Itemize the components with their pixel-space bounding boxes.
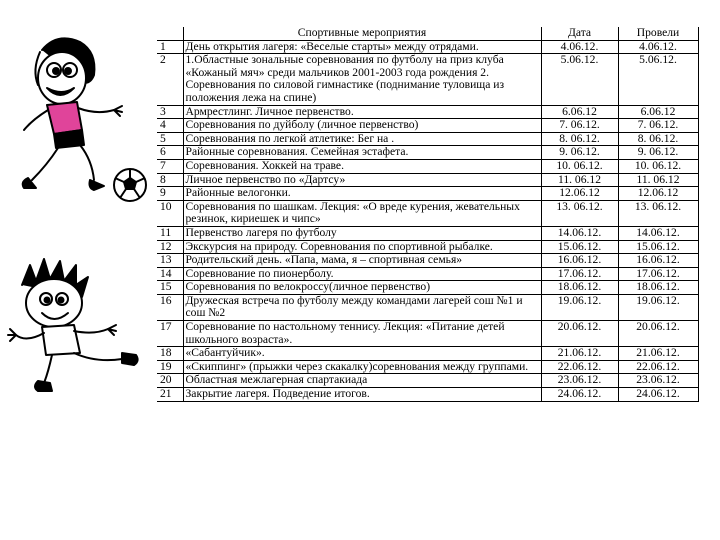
row-number: 14 (157, 267, 183, 281)
row-number: 16 (157, 294, 183, 320)
table-row (157, 347, 698, 361)
table-row (157, 267, 698, 281)
row-date: 5.06.12. (541, 54, 618, 105)
row-event: «Скиппинг» (прыжки через скакалку)соревнования между группами. (183, 360, 541, 374)
row-completed: 19.06.12. (618, 294, 698, 320)
row-event: Соревнование по настольному теннису. Лекция: «Питание детей школьного возраста». (183, 321, 541, 347)
row-number: 3 (157, 105, 183, 119)
girl-soccer-illustration (2, 30, 152, 205)
table-row (157, 159, 698, 173)
row-event: «Сабантуйчик». (183, 347, 541, 361)
row-date: 24.06.12. (541, 388, 618, 402)
row-event: Районные соревнования. Семейная эстафета. (183, 146, 541, 160)
row-completed: 21.06.12. (618, 347, 698, 361)
row-completed: 10. 06.12. (618, 159, 698, 173)
events-table (157, 27, 699, 402)
table-row (157, 294, 698, 320)
row-number: 5 (157, 132, 183, 146)
row-completed: 5.06.12. (618, 54, 698, 105)
row-number: 7 (157, 159, 183, 173)
table-row (157, 132, 698, 146)
row-event: Соревнование по пионерболу. (183, 267, 541, 281)
row-date: 11. 06.12 (541, 173, 618, 187)
row-event: Соревнования по легкой атлетике: Бег на . (183, 132, 541, 146)
row-date: 10. 06.12. (541, 159, 618, 173)
table-row (157, 200, 698, 226)
row-number: 6 (157, 146, 183, 160)
row-event: День открытия лагеря: «Веселые старты» между отрядами. (183, 40, 541, 54)
row-event: Соревнования по дуйболу (личное первенство) (183, 119, 541, 133)
row-number: 21 (157, 388, 183, 402)
row-date: 19.06.12. (541, 294, 618, 320)
row-completed: 11. 06.12 (618, 173, 698, 187)
table-row (157, 173, 698, 187)
row-number: 4 (157, 119, 183, 133)
table-row (157, 281, 698, 295)
row-number: 17 (157, 321, 183, 347)
row-date: 14.06.12. (541, 226, 618, 240)
row-completed: 12.06.12 (618, 187, 698, 201)
table-row (157, 187, 698, 201)
row-completed: 13. 06.12. (618, 200, 698, 226)
row-number: 1 (157, 40, 183, 54)
row-event: Районные велогонки. (183, 187, 541, 201)
row-date: 12.06.12 (541, 187, 618, 201)
row-number: 8 (157, 173, 183, 187)
row-number: 13 (157, 254, 183, 268)
table-row (157, 360, 698, 374)
row-completed: 8. 06.12. (618, 132, 698, 146)
table-row (157, 321, 698, 347)
row-completed: 22.06.12. (618, 360, 698, 374)
row-completed: 7. 06.12. (618, 119, 698, 133)
table-row (157, 374, 698, 388)
row-event: Экскурсия на природу. Соревнования по спортивной рыбалке. (183, 240, 541, 254)
row-event: Соревнования по велокроссу(личное первенство) (183, 281, 541, 295)
table-row (157, 254, 698, 268)
row-number: 9 (157, 187, 183, 201)
row-event: Закрытие лагеря. Подведение итогов. (183, 388, 541, 402)
row-number: 10 (157, 200, 183, 226)
row-event: Соревнования по шашкам. Лекция: «О вреде курения, жевательных резинок, кириешек и чипс» (183, 200, 541, 226)
row-event: Армрестлинг. Личное первенство. (183, 105, 541, 119)
row-date: 4.06.12. (541, 40, 618, 54)
row-completed: 4.06.12. (618, 40, 698, 54)
row-completed: 9. 06.12. (618, 146, 698, 160)
row-date: 20.06.12. (541, 321, 618, 347)
row-number: 2 (157, 54, 183, 105)
row-event: Первенство лагеря по футболу (183, 226, 541, 240)
row-event: Соревнования. Хоккей на траве. (183, 159, 541, 173)
row-completed: 6.06.12 (618, 105, 698, 119)
table-row (157, 40, 698, 54)
row-date: 18.06.12. (541, 281, 618, 295)
table-row (157, 146, 698, 160)
row-event: Областная межлагерная спартакиада (183, 374, 541, 388)
row-number: 11 (157, 226, 183, 240)
row-event: Родительский день. «Папа, мама, я – спортивная семья» (183, 254, 541, 268)
boy-kicking-illustration (4, 255, 156, 400)
row-date: 21.06.12. (541, 347, 618, 361)
table-row (157, 226, 698, 240)
row-completed: 15.06.12. (618, 240, 698, 254)
row-completed: 17.06.12. (618, 267, 698, 281)
header-events: Спортивные мероприятия (183, 27, 541, 40)
row-date: 8. 06.12. (541, 132, 618, 146)
row-date: 6.06.12 (541, 105, 618, 119)
row-event: 1.Областные зональные соревнования по футболу на приз клуба «Кожаный мяч» среди мальчиков 2001-2003 года рождения 2. Соревнования по силовой гимнастике (поднимание туловища из положения лежа на спине) (183, 54, 541, 105)
header-number (157, 27, 183, 40)
header-date: Дата (541, 27, 618, 40)
row-completed: 24.06.12. (618, 388, 698, 402)
row-number: 12 (157, 240, 183, 254)
row-completed: 14.06.12. (618, 226, 698, 240)
table-row (157, 388, 698, 402)
table-row (157, 240, 698, 254)
row-number: 18 (157, 347, 183, 361)
row-date: 22.06.12. (541, 360, 618, 374)
row-date: 15.06.12. (541, 240, 618, 254)
row-event: Личное первенство по «Дартсу» (183, 173, 541, 187)
row-date: 13. 06.12. (541, 200, 618, 226)
row-number: 19 (157, 360, 183, 374)
row-number: 20 (157, 374, 183, 388)
row-completed: 18.06.12. (618, 281, 698, 295)
row-event: Дружеская встреча по футболу между командами лагерей сош №1 и сош №2 (183, 294, 541, 320)
table-row (157, 54, 698, 105)
row-date: 17.06.12. (541, 267, 618, 281)
row-date: 23.06.12. (541, 374, 618, 388)
row-completed: 20.06.12. (618, 321, 698, 347)
row-completed: 23.06.12. (618, 374, 698, 388)
header-completed: Провели (618, 27, 698, 40)
table-row (157, 105, 698, 119)
row-number: 15 (157, 281, 183, 295)
row-date: 7. 06.12. (541, 119, 618, 133)
table-header-row (157, 27, 698, 40)
row-date: 9. 06.12. (541, 146, 618, 160)
table-row (157, 119, 698, 133)
row-completed: 16.06.12. (618, 254, 698, 268)
row-date: 16.06.12. (541, 254, 618, 268)
